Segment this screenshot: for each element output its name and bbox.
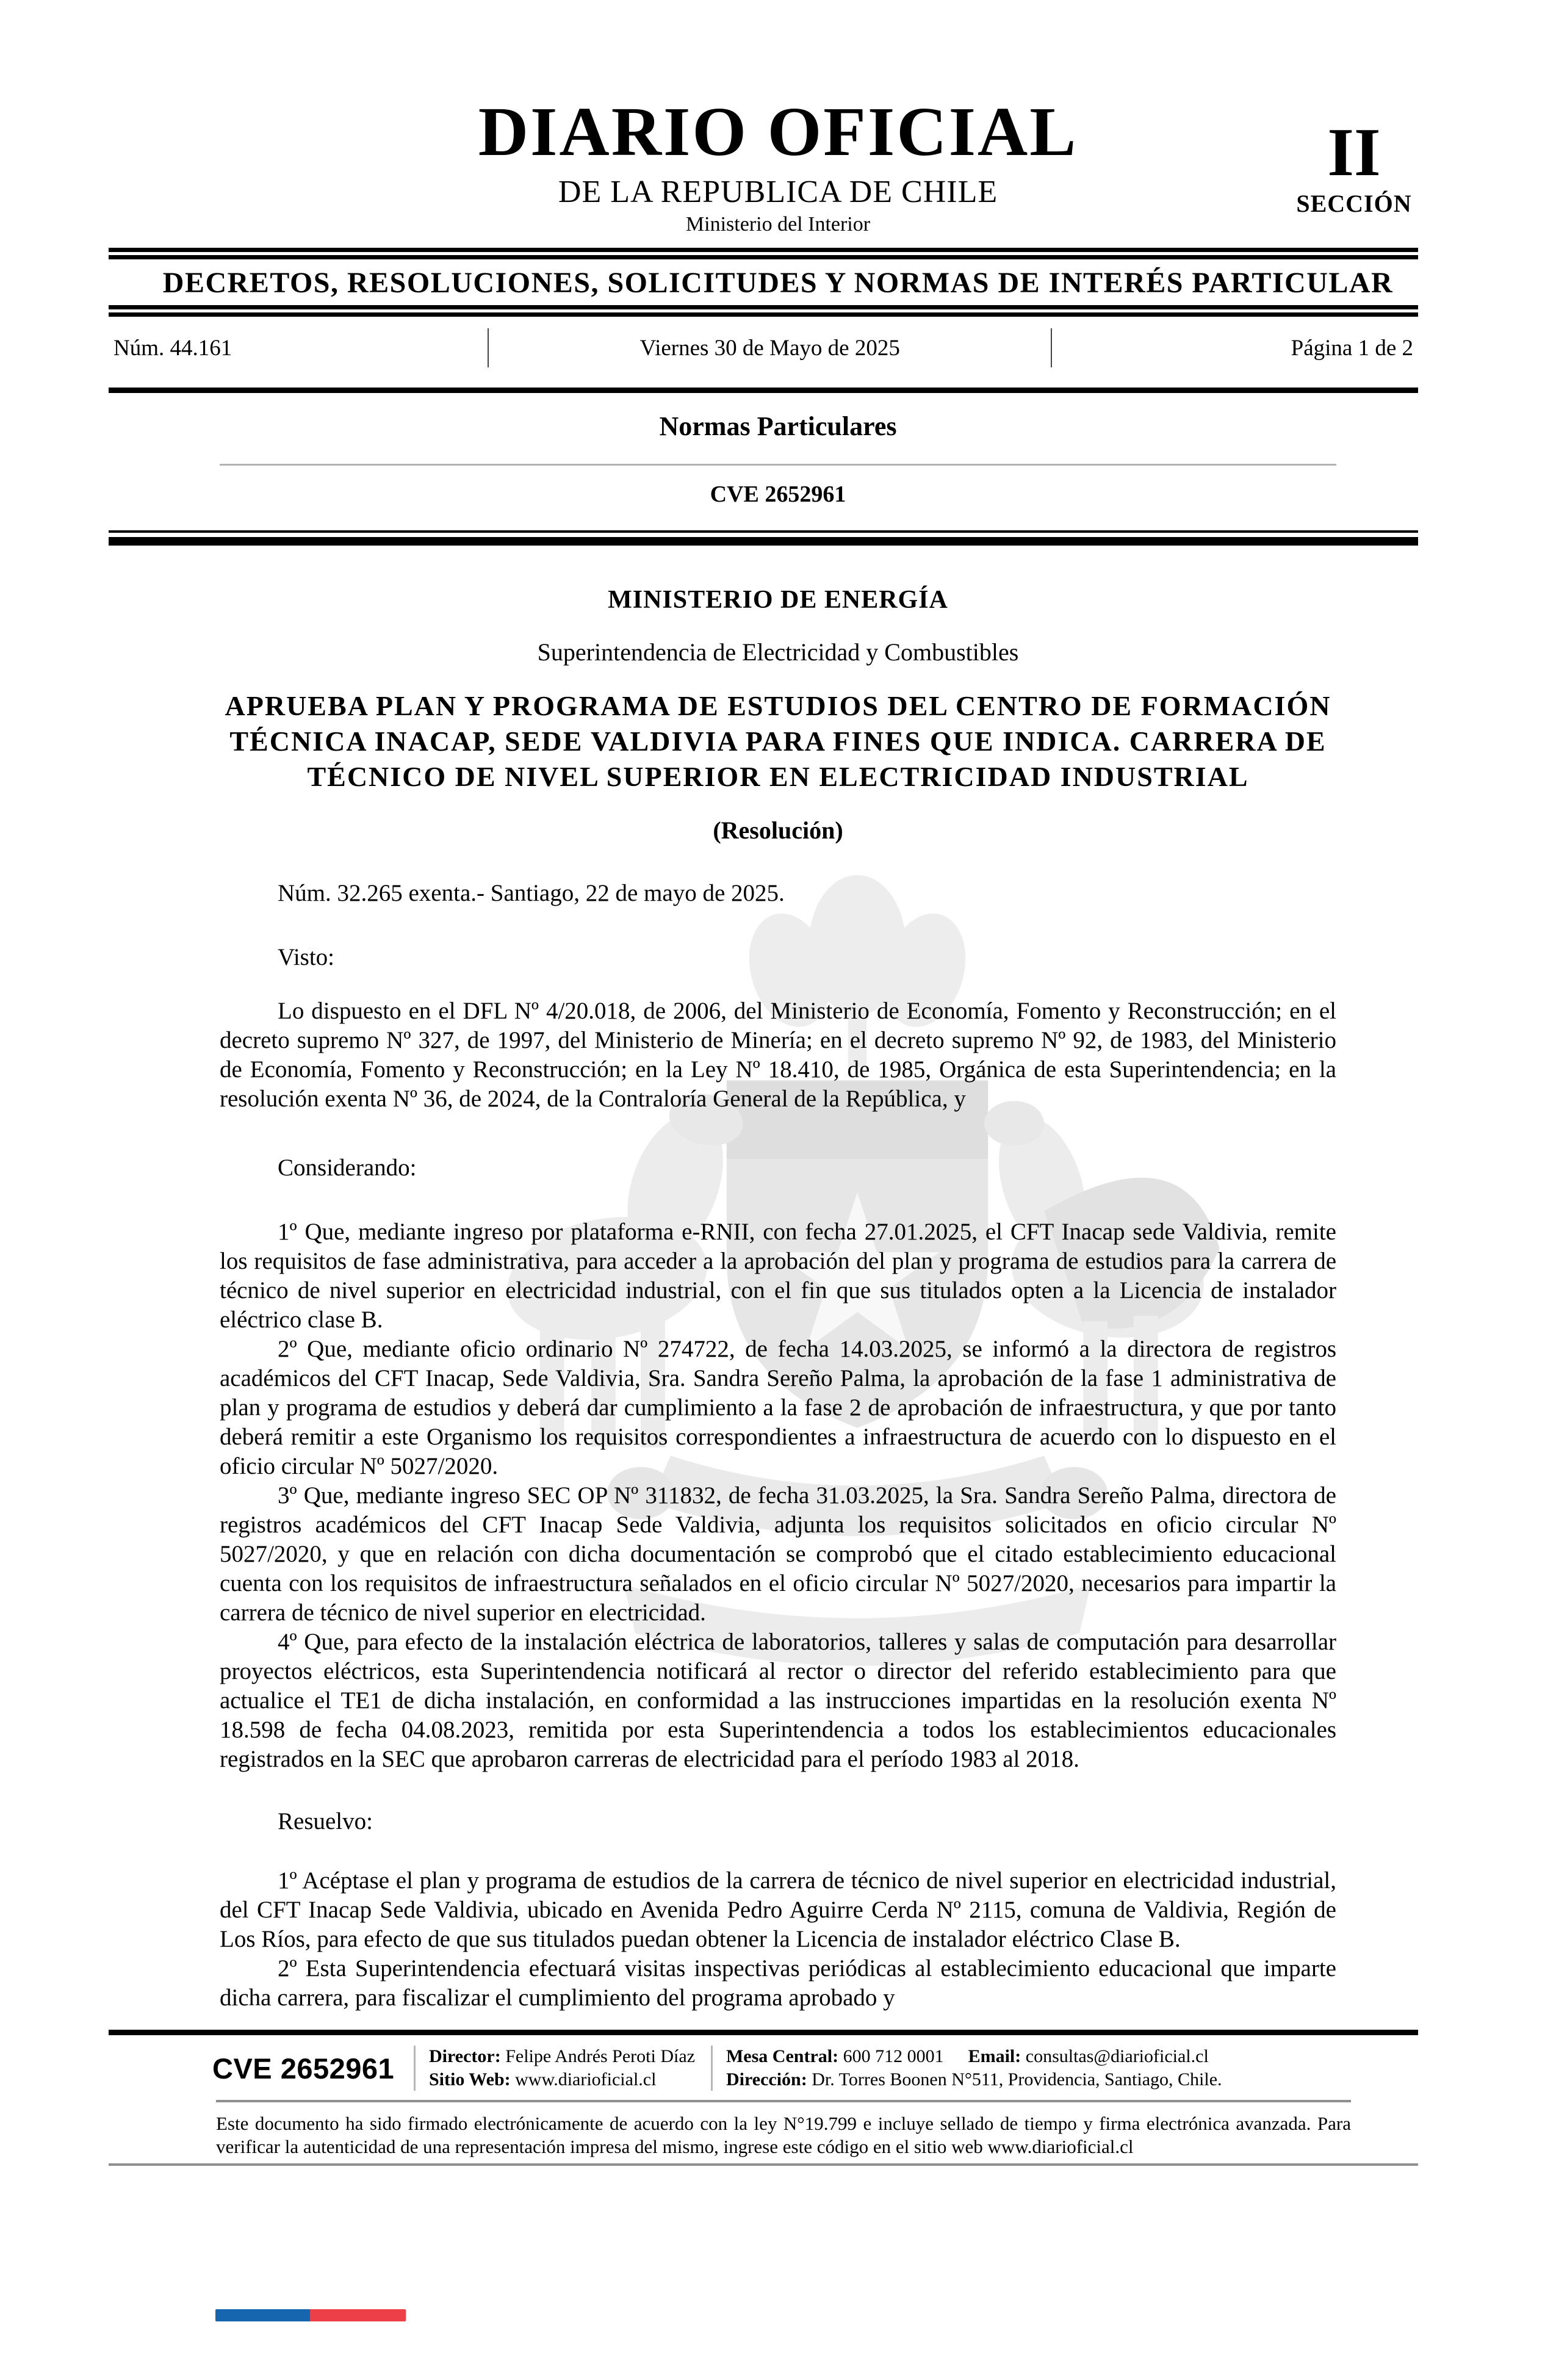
- site-url: www.diarioficial.cl: [515, 2069, 657, 2090]
- gray-rule-mid: [216, 2100, 1351, 2102]
- resuelvo-item: 2º Esta Superintendencia efectuará visitas inspectivas periódicas al establecimiento educacional que imparte dicha carrera, para fiscalizar el cumplimiento del programa aprobado y: [220, 1955, 1336, 2011]
- footer-info: [212, 2045, 1556, 2091]
- visto-label: Visto:: [278, 944, 335, 970]
- considerando-item: 1º Que, mediante ingreso por plataforma e-RNII, con fecha 27.01.2025, el CFT Inacap sede Valdivia, remite los requisitos de fase administrativa, para acceder a la aprobación del plan y programa de estudios para la carrera de técnico de nivel superior en electricidad industrial, con el fin que sus titulados opten a la Licencia de instalador eléctrico clase B.: [220, 1219, 1336, 1333]
- considerando-item: 2º Que, mediante oficio ordinario Nº 274722, de fecha 14.03.2025, se informó a la directora de registros académicos del CFT Inacap, Sede Valdivia, Sra. Sandra Sereño Palma, la aprobación de la fase 1 administrativa de plan y programa de estudios y deberá dar cumplimiento a la fase 2 de aprobación de infraestructura, y que por tanto deberá remitir a este Organismo los requisitos correspondientes a infraestructura de acuerdo con lo dispuesto en el oficio circular Nº 5027/2020.: [220, 1336, 1336, 1479]
- footer-contact-col: [726, 2045, 1238, 2091]
- doc-title-line: APRUEBA PLAN Y PROGRAMA DE ESTUDIOS DEL CENTRO DE FORMACIÓN: [225, 690, 1331, 721]
- footer-divider: [711, 2046, 713, 2091]
- double-rule-band: [109, 305, 1418, 317]
- phone-number: 600 712 0001: [843, 2046, 944, 2066]
- section-label: SECCIÓN: [1296, 190, 1412, 217]
- resuelvo-label: Resuelvo:: [278, 1808, 373, 1834]
- cve-code: CVE 2652961: [710, 481, 846, 507]
- address-label: Dirección:: [726, 2069, 807, 2090]
- section-badge: [1290, 115, 1418, 217]
- thick-rule-strip: [109, 388, 1418, 393]
- director-label: Director:: [429, 2046, 501, 2066]
- info-strip: [109, 326, 1418, 369]
- thick-rule-footer: [109, 2030, 1418, 2035]
- doc-agency: Superintendencia de Electricidad y Combustibles: [537, 638, 1019, 666]
- thin-gray-rule: [220, 464, 1336, 466]
- considerando-label: Considerando:: [278, 1155, 417, 1181]
- section-title: Normas Particulares: [659, 411, 897, 441]
- site-label: Sitio Web:: [429, 2069, 511, 2090]
- chile-flag-mark: [215, 2309, 406, 2321]
- considerando-item: 4º Que, para efecto de la instalación eléctrica de laboratorios, talleres y salas de computación para desarrollar proyectos eléctricos, esta Superintendencia notificará al rector o director del referido establecimiento para que actualice el TE1 de dicha instalación, en conformidad a las instrucciones impartidas en la resolución exenta Nº 18.598 de fecha 04.08.2023, remitida por esta Superintendencia a todos los establecimientos educacionales registrados en la SEC que aprobaron carreras de electricidad para el período 1983 al 2018.: [220, 1629, 1336, 1772]
- page-indicator: Página 1 de 2: [1291, 335, 1413, 361]
- director-name: Felipe Andrés Peroti Díaz: [505, 2046, 695, 2066]
- section-number: II: [1327, 115, 1381, 190]
- footer-director-col: [429, 2045, 711, 2091]
- visto-text: Lo dispuesto en el DFL Nº 4/20.018, de 2006, del Ministerio de Economía, Fomento y Reconstrucción; en el decreto supremo Nº 327, de 1997, del Ministerio de Minería; en el decreto supremo Nº 92, de 1983, del Ministerio de Economía, Fomento y Reconstrucción; en la Ley Nº 18.410, de 1985, Orgánica de esta Superintendencia; en la resolución exenta Nº 36, de 2024, de la Contraloría General de la República, y: [220, 998, 1336, 1112]
- masthead-title: DIARIO OFICIAL: [478, 93, 1078, 170]
- gray-rule-bottom: [109, 2163, 1418, 2166]
- email-label: Email:: [968, 2046, 1021, 2066]
- phone-label: Mesa Central:: [726, 2046, 839, 2066]
- address-value: Dr. Torres Boonen N°511, Providencia, Santiago, Chile.: [812, 2069, 1222, 2090]
- footer-cve-code: CVE 2652961: [212, 2052, 395, 2085]
- issue-date: Viernes 30 de Mayo de 2025: [639, 335, 900, 361]
- doc-title-line: TÉCNICO DE NIVEL SUPERIOR EN ELECTRICIDAD INDUSTRIAL: [307, 761, 1249, 792]
- legal-notice: Este documento ha sido firmado electrónicamente de acuerdo con la ley N°19.799 e incluye sellado de tiempo y firma electrónica avanzada. Para verificar la autenticidad de una representación impresa del mismo, ingrese este código en el sitio web www.diarioficial.cl: [216, 2113, 1351, 2157]
- resolution-number-line: Núm. 32.265 exenta.- Santiago, 22 de mayo de 2025.: [278, 880, 785, 906]
- masthead-ministry: Ministerio del Interior: [685, 213, 871, 236]
- doc-title-line: TÉCNICA INACAP, SEDE VALDIVIA PARA FINES QUE INDICA. CARRERA DE: [229, 726, 1327, 757]
- doc-ministry: MINISTERIO DE ENERGÍA: [608, 586, 948, 614]
- band-heading: DECRETOS, RESOLUCIONES, SOLICITUDES Y NORMAS DE INTERÉS PARTICULAR: [162, 267, 1394, 299]
- masthead-subtitle: DE LA REPUBLICA DE CHILE: [558, 175, 998, 209]
- masthead: [0, 0, 1556, 238]
- resuelvo-item: 1º Acéptase el plan y programa de estudios de la carrera de técnico de nivel superior en electricidad industrial, del CFT Inacap Sede Valdivia, ubicado en Avenida Pedro Aguirre Cerda Nº 2115, comuna de Valdivia, Región de Los Ríos, para efecto de que sus titulados puedan obtener la Licencia de instalador eléctrico Clase B.: [220, 1867, 1336, 1952]
- issue-number: Núm. 44.161: [113, 335, 232, 361]
- email-address: consultas@diarioficial.cl: [1025, 2046, 1209, 2066]
- doc-type: (Resolución): [713, 817, 843, 844]
- document-body: [220, 585, 1336, 2013]
- flag-red-bar: [310, 2309, 406, 2321]
- doc-title: [220, 688, 1336, 795]
- thin-thick-rule: [109, 530, 1418, 546]
- footer-divider: [414, 2046, 416, 2091]
- considerando-item: 3º Que, mediante ingreso SEC OP Nº 311832, de fecha 31.03.2025, la Sra. Sandra Sereño Palma, directora de registros académicos del CFT Inacap Sede Valdivia, adjunta los requisitos solicitados en oficio circular Nº 5027/2020, y que en relación con dicha documentación se comprobó que el citado establecimiento educacional cuenta con los requisitos de infraestructura señalados en el oficio circular Nº 5027/2020, necesarios para impartir la carrera de técnico de nivel superior en electricidad.: [220, 1482, 1336, 1626]
- double-rule-top: [109, 248, 1418, 259]
- flag-blue-bar: [215, 2309, 310, 2321]
